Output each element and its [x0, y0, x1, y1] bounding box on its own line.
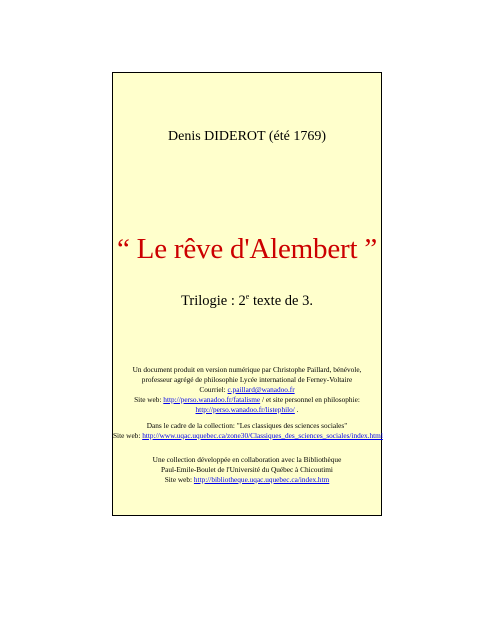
cover-box [112, 72, 382, 516]
subtitle [113, 293, 381, 310]
collab-site-label: Site web: [164, 475, 194, 484]
collaboration-block [113, 455, 381, 485]
subtitle-prefix: Trilogie : 2 [181, 293, 246, 309]
book-title: “ Le rêve d'Alembert ” [116, 233, 378, 265]
personal-site-line [113, 405, 381, 415]
collab-line-1: Une collection développée en collaboration avec la Bibliothèque [152, 455, 342, 464]
credits-block [113, 365, 381, 415]
collection-site-line [113, 431, 381, 441]
site-suffix: / et site personnel en philosophie: [260, 395, 360, 404]
site-label: Site web: [134, 395, 164, 404]
fatalisme-site-link[interactable]: http://perso.wanadoo.fr/fatalisme [163, 395, 261, 404]
email-line [113, 385, 381, 395]
credits-line-2: professeur agrégé de philosophie Lycée international de Ferney-Voltaire [141, 375, 353, 384]
email-label: Courriel: [199, 385, 228, 394]
subtitle-suffix: texte de 3. [249, 293, 313, 309]
subtitle-superscript: e [245, 292, 250, 302]
site-line [113, 395, 381, 405]
collab-line-2: Paul-Emile-Boulet de l'Université du Québec à Chicoutimi [161, 465, 333, 474]
credits-line-1: Un document produit en version numérique par Christophe Paillard, bénévole, [132, 365, 362, 374]
author-line: Denis DIDEROT (été 1769) [168, 129, 326, 144]
collection-site-link[interactable]: http://www.uqac.uquebec.ca/zone30/Classiques_des_sciences_sociales/index.html [142, 431, 383, 440]
collection-block [113, 421, 381, 441]
personal-site-link[interactable]: http://perso.wanadoo.fr/listephilo/ [195, 405, 295, 414]
email-link[interactable]: c.paillard@wanadoo.fr [227, 385, 295, 394]
collection-line-1: Dans le cadre de la collection: "Les classiques des sciences sociales" [146, 421, 348, 430]
personal-site-suffix: . [294, 405, 299, 414]
collection-site-label: Site web: [113, 431, 143, 440]
collab-site-line [113, 475, 381, 485]
library-site-link[interactable]: http://bibliotheque.uqac.uquebec.ca/index.htm [193, 475, 330, 484]
